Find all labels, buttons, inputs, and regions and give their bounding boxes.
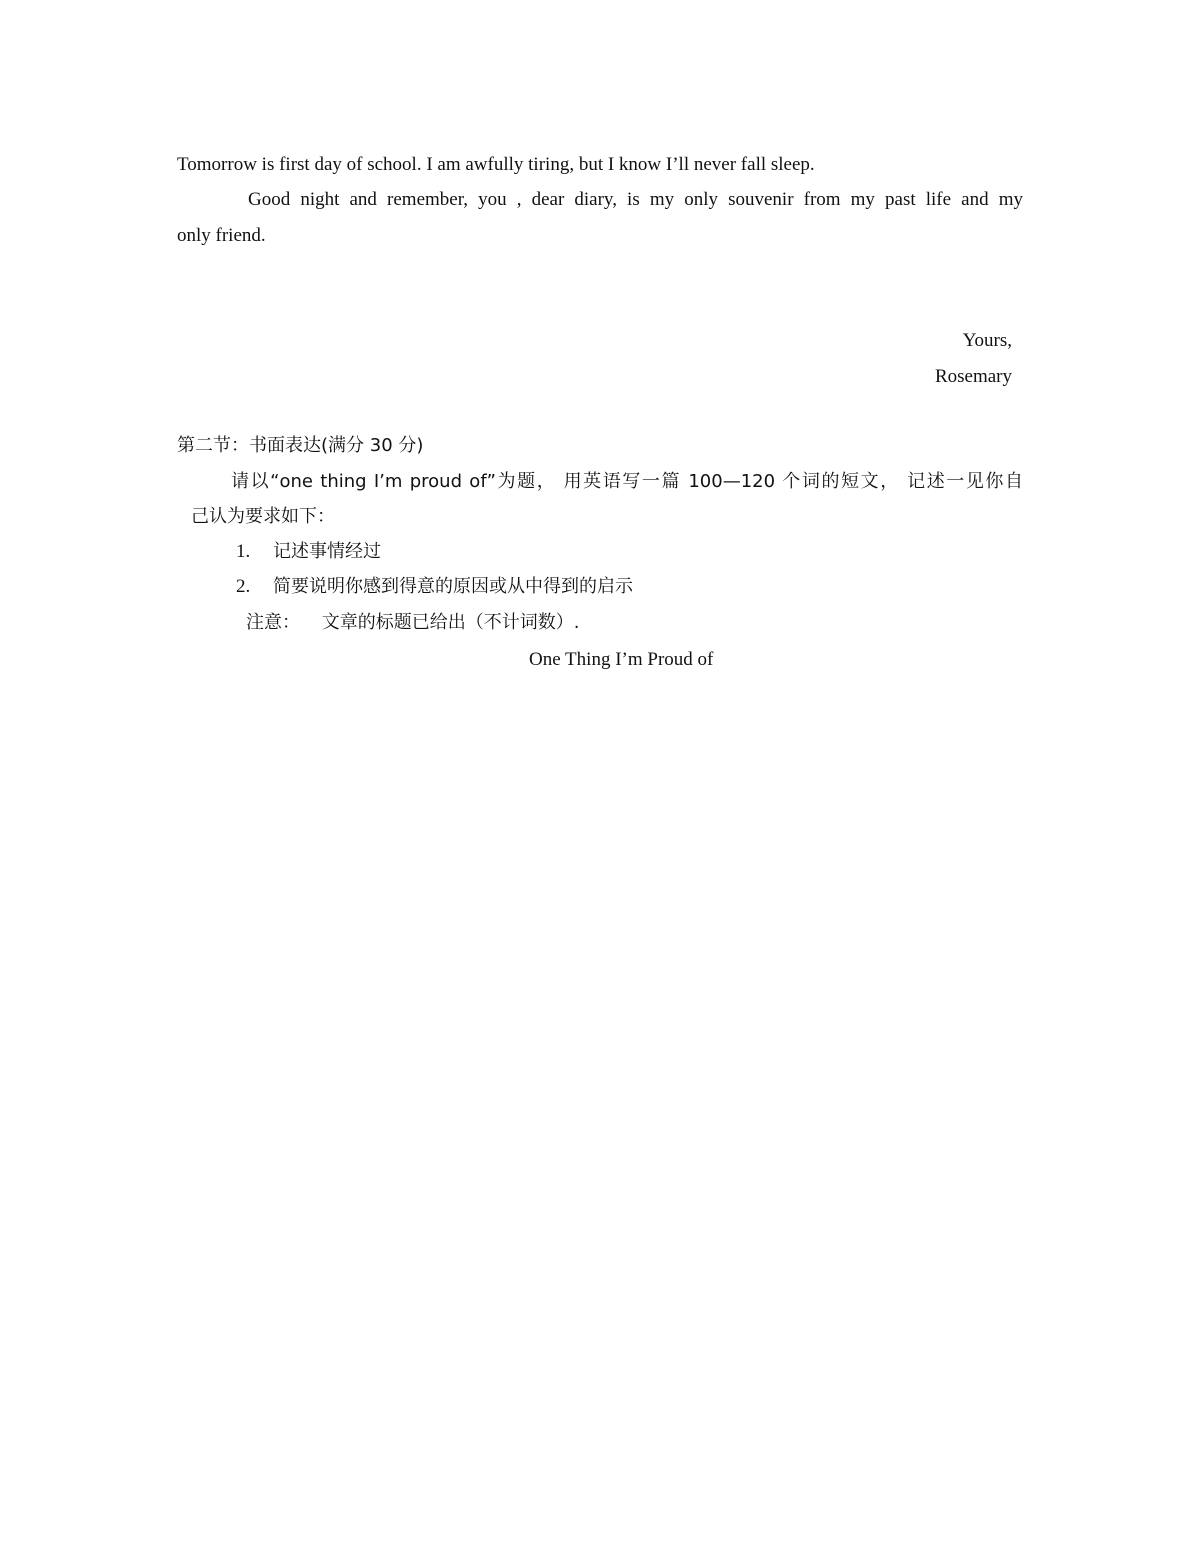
requirement-2 — [236, 575, 633, 599]
letter-paragraph-2-line-1: Good night and remember, you , dear diary, is my only souvenir from my past life and my — [248, 189, 1023, 210]
requirement-number: 1. — [236, 541, 251, 562]
section-heading: 第二节：书面表达(满分 30 分) — [177, 435, 424, 456]
note — [246, 611, 579, 635]
note-label: 注意： — [246, 612, 300, 633]
letter-closing: Yours, — [962, 330, 1012, 351]
requirement-text: 记述事情经过 — [273, 541, 381, 562]
requirement-1 — [236, 540, 381, 564]
letter-paragraph-2-line-2: only friend. — [177, 225, 266, 246]
note-text: 文章的标题已给出（不计词数）. — [321, 612, 580, 633]
instruction-line-1: 请以“one thing I’m proud of”为题， 用英语写一篇 100—120 个词的短文， 记述一见你自 — [231, 471, 1023, 492]
instruction-line-2: 己认为要求如下： — [191, 506, 335, 527]
essay-title: One Thing I’m Proud of — [529, 649, 714, 670]
requirement-number: 2. — [236, 576, 251, 597]
letter-signature: Rosemary — [934, 366, 1012, 387]
requirement-text: 简要说明你感到得意的原因或从中得到的启示 — [273, 576, 633, 597]
letter-line-1: Tomorrow is first day of school. I am awfully tiring, but I know I’ll never fall sleep. — [177, 154, 815, 175]
